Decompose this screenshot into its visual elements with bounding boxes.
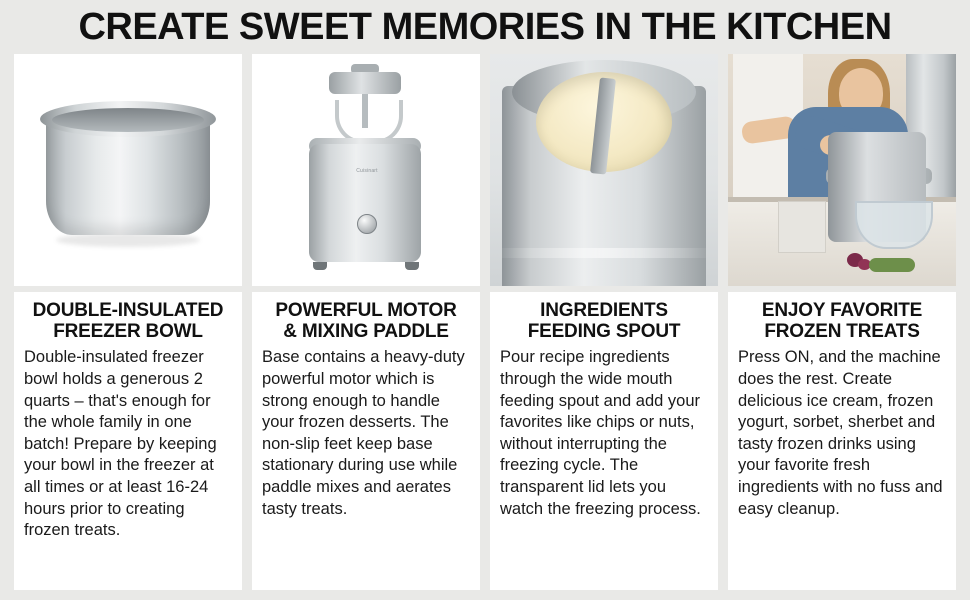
feature-card-motor-paddle — [252, 292, 480, 590]
counter-package — [778, 201, 826, 253]
motor-and-paddle-photo — [252, 54, 480, 286]
feature-title-line-2: & MIXING PADDLE — [283, 321, 449, 343]
freezer-bowl-photo — [14, 54, 242, 286]
freezer-bowl-illustration — [38, 95, 218, 245]
mixing-paddle-stem — [362, 92, 368, 128]
feature-title-line-2: FREEZER BOWL — [53, 321, 203, 343]
feature-body: Base contains a heavy-duty powerful motor which is strong enough to handle your frozen desserts. The non-slip feet keep base stationary during use while paddle mixes and aerates tasty treats. — [262, 348, 465, 518]
feature-title — [500, 300, 708, 343]
feeding-spout-illustration — [490, 54, 718, 286]
machine-base — [309, 144, 421, 262]
feature-title-line-1: DOUBLE-INSULATED — [32, 299, 224, 321]
feature-columns — [0, 54, 970, 600]
machine-lid — [329, 72, 401, 94]
brand-label: Cuisinart — [356, 167, 378, 174]
feature-title — [262, 300, 470, 343]
feature-column-feeding-spout — [490, 54, 718, 590]
housing-highlight — [502, 248, 706, 258]
bowl-interior — [52, 108, 204, 132]
bowl-shadow — [56, 233, 200, 247]
feature-title-line-1: ENJOY FAVORITE — [761, 299, 923, 321]
fresh-herbs — [869, 258, 915, 272]
kitchen-scene-illustration — [728, 54, 956, 286]
feeding-spout-photo — [490, 54, 718, 286]
kitchen-lifestyle-photo — [728, 54, 956, 286]
feature-title — [738, 300, 946, 343]
non-slip-foot-left — [313, 262, 327, 270]
feature-body: Pour recipe ingredients through the wide mouth feeding spout and add your favorites like chips or nuts, without interrupting the freezing cycle. The transparent lid lets you watch the freezing process. — [500, 348, 701, 518]
non-slip-foot-right — [405, 262, 419, 270]
feature-card-frozen-treats — [728, 292, 956, 590]
feature-column-freezer-bowl — [14, 54, 242, 590]
feature-column-frozen-treats — [728, 54, 956, 590]
feature-title-line-1: INGREDIENTS — [540, 299, 668, 321]
feature-title-line-2: FROZEN TREATS — [764, 321, 920, 343]
feature-card-freezer-bowl — [14, 292, 242, 590]
feature-column-motor-paddle — [252, 54, 480, 590]
feature-body: Press ON, and the machine does the rest. Create delicious ice cream, frozen yogurt, sorbet, sherbet and tasty frozen drinks using your favorite fresh ingredients with no fuss and easy cleanup. — [738, 348, 943, 518]
feature-body: Double-insulated freezer bowl holds a generous 2 quarts – that's enough for the whole family in one batch! Prepare by keeping your bowl in the freezer at all times or at least 16-24 hours prior to creating frozen treats. — [24, 348, 217, 540]
counter-machine-knob — [842, 208, 855, 221]
feature-card-feeding-spout — [490, 292, 718, 590]
page-title: CREATE SWEET MEMORIES IN THE KITCHEN — [78, 6, 892, 48]
power-knob — [357, 214, 377, 234]
feature-title-line-1: POWERFUL MOTOR — [275, 299, 457, 321]
machine-with-paddle-illustration — [291, 64, 441, 276]
feature-title — [24, 300, 232, 343]
feature-title-line-2: FEEDING SPOUT — [527, 321, 681, 343]
